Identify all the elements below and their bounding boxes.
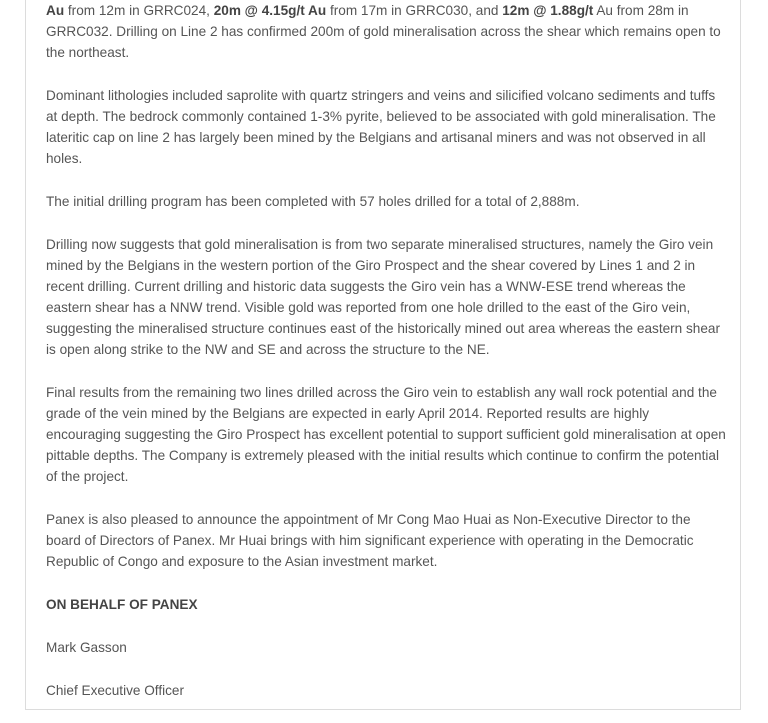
paragraph-mineralised-structures: Drilling now suggests that gold mineralisation is from two separate mineralised structures, namely the Giro vein mined by the Belgians in the western portion of the Giro Prospect and the shear covered by Lines 1 and 2 in recent drilling. Current drilling and historic data suggests the Giro vein has a WNW-ESE trend whereas the eastern shear has a NNW trend. Visible gold was reported from one hole drilled to the east of the Giro vein, suggesting the mineralised structure continues east of the historically mined out area whereas the eastern shear is open along strike to the NW and SE and across the structure to the NE.	[46, 237, 721, 357]
body-text: from 12m in GRRC024,	[64, 3, 214, 18]
paragraph-drilling-program: The initial drilling program has been completed with 57 holes drilled for a total of 2,888m.	[46, 194, 580, 209]
paragraph-appointment: Panex is also pleased to announce the appointment of Mr Cong Mao Huai as Non-Executive Director to the board of Directors of Panex. Mr Huai brings with him significant experience with operating in the Democratic Republic of Congo and exposure to the Asian investment market.	[46, 512, 694, 569]
body-text: from 17m in GRRC030, and	[326, 3, 503, 18]
signoff-name: Mark Gasson	[46, 640, 127, 655]
paragraph-lithologies: Dominant lithologies included saprolite with quartz stringers and veins and silicified volcano sediments and tuffs at depth. The bedrock commonly contained 1-3% pyrite, believed to be associated with gold mineralisation. The lateritic cap on line 2 has largely been mined by the Belgians and artisanal miners and was not observed in all holes.	[46, 88, 716, 166]
body-text: Au from 28m in GRRC032. Drilling on Line 2 has confirmed 200m of gold mineralisation across the shear which remains open to the northeast.	[46, 3, 721, 60]
bold-text: 12m @ 1.88g/t	[502, 3, 594, 18]
signoff-title: Chief Executive Officer	[46, 683, 185, 698]
document-body	[46, 0, 726, 723]
bold-text: 20m @ 4.15g/t Au	[213, 3, 327, 18]
paragraph-final-results: Final results from the remaining two lines drilled across the Giro vein to establish any wall rock potential and the grade of the vein mined by the Belgians are expected in early April 2014. Reported results are highly encouraging suggesting the Giro Prospect has excellent potential to support sufficient gold mineralisation at open pittable depths. The Company is extremely pleased with the initial results which continue to confirm the potential of the project.	[46, 385, 726, 484]
signoff-heading	[46, 594, 726, 615]
paragraph-drill-results	[46, 0, 726, 63]
signoff-heading-text: ON BEHALF OF PANEX	[46, 597, 198, 612]
bold-text: Au	[46, 3, 65, 18]
